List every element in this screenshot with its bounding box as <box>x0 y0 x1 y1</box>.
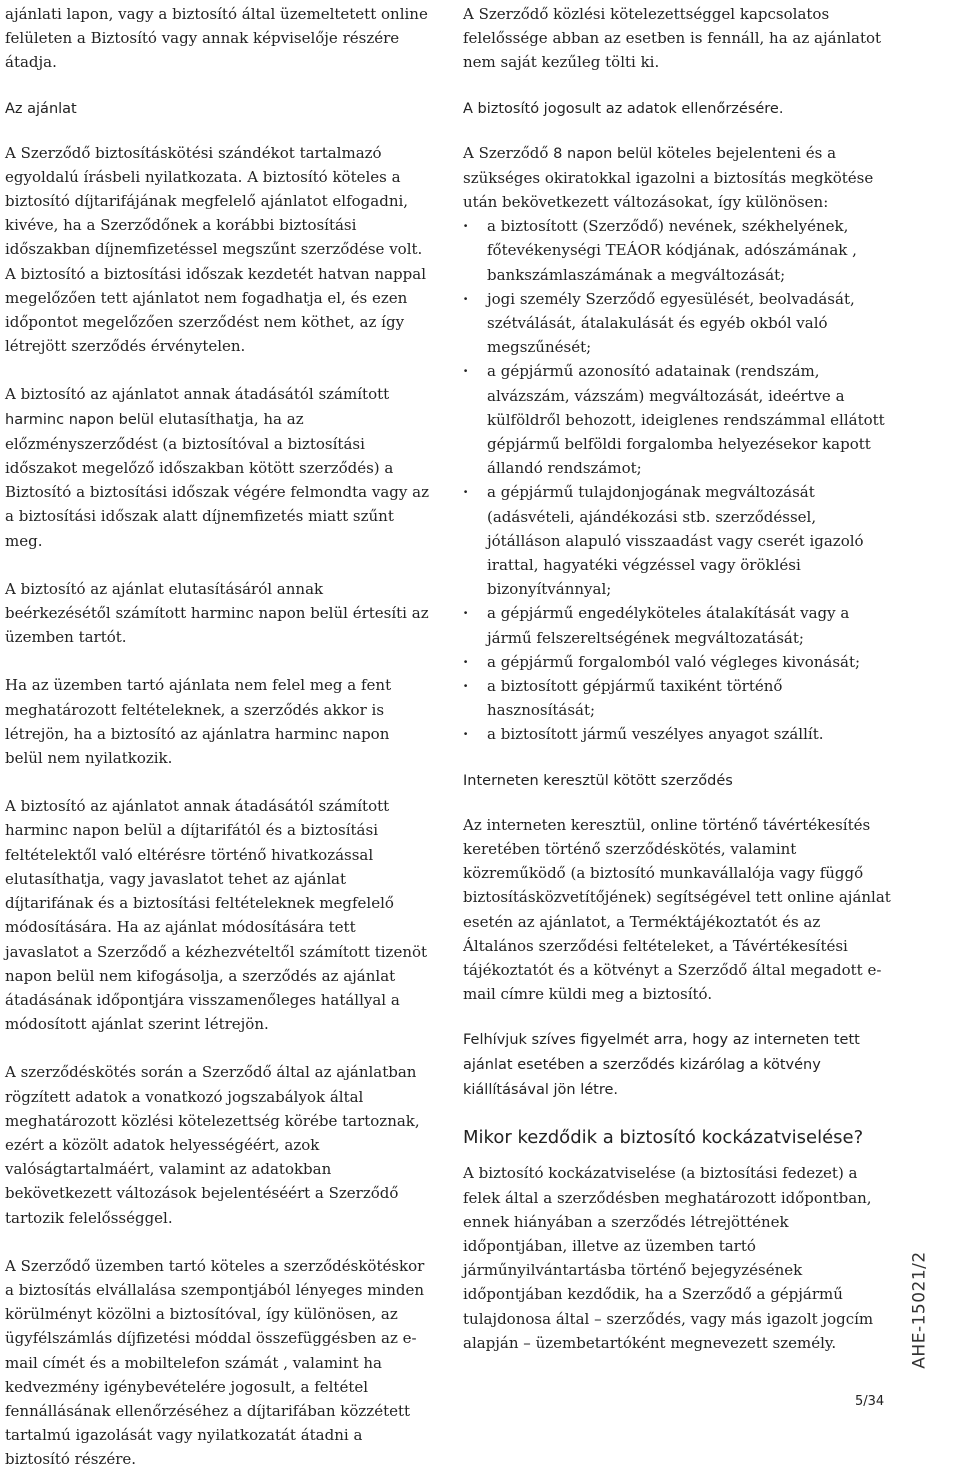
list-item: · a gépjármű azonosító adatainak (rendszám, alvázszám, vázszám) megváltozását, ideértve a külföldről behozott, ideiglenes rendszámmal ellátott gépjármű belföldi forgalomba helyezésekor kapott állandó rendszámot; <box>463 359 893 480</box>
thirty-days-emphasis: harminc napon belül <box>5 411 155 428</box>
online-notice-paragraph: Felhívjuk szíves figyelmét arra, hogy az interneten tett ajánlat esetében a szerződés kizárólag a kötvény kiállításával jön létre. <box>463 1032 860 1099</box>
change-list <box>463 214 893 746</box>
section-heading-offer: Az ajánlat <box>5 100 77 117</box>
online-contract-paragraph: Az interneten keresztül, online történő távértékesítés keretében történő szerződéskötés, valamint közreműködő (a biztosító munkavállalója vagy függő biztosításközvetítőjének) segítségével tett online ajánlat esetén az ajánlatot, a Terméktájékoztatót és az Általános szerződési feltételeket, a Távértékesítési tájékoztatót és a kötvényt a Szerződő által megadott e-mail címre küldi meg a biztosító. <box>463 815 891 1004</box>
offer-rejection-text-end: elutasíthatja, ha az előzményszerződést (a biztosítóval a biztosítási időszakot megelőző időszakban kötött szerződés) a Biztosító a biztosítási időszak végére felmondta vagy az a biztosítási időszak alatt díjnemfizetés miatt szűnt meg. <box>5 409 429 550</box>
modification-paragraph: A biztosító az ajánlatot annak átadásától számított harminc napon belül a díjtarifától és a biztosítási feltételektől való eltérésre történő hivatkozással elutasíthatja, vagy javaslatot tehet az ajánlat díjtarifának és a biztosítási feltételeknek megfelelő módosítására. Ha az ajánlat módosítására tett javaslatot a Szerződő a kézhezvételtől számított tizenöt napon belül nem kifogásolja, a szerződés az ajánlat átadásának időpontjára visszamenőleges hatállyal a módosított ajánlat szerint létrejön. <box>5 797 428 1034</box>
section-heading-risk: Mikor kezdődik a biztosító kockázatviselése? <box>463 1127 864 1149</box>
page-number: 5/34 <box>855 1394 885 1409</box>
intro-paragraph: ajánlati lapon, vagy a biztosító által üzemeltetett online felületen a Biztosító vagy annak képviselője részére átadja. <box>5 5 428 72</box>
list-item: · a gépjármű tulajdonjogának megváltozását (adásvételi, ajándékozási stb. szerződéssel, jótálláson alapuló visszaadást vagy cserét igazoló irattal, hagyatéki végzéssel vagy öröklési bizonyítvánnyal; <box>463 480 893 601</box>
data-responsibility-paragraph: A szerződéskötés során a Szerződő által az ajánlatban rögzített adatok a vonatkozó jogszabályok által meghatározott közlési kötelezettség körébe tartoznak, ezért a közölt adatok helyességéért, azok valóságtartalmáért, valamint az adatokban bekövetkezett változások bejelentéséért a Szerződő tartozik felelősséggel. <box>5 1063 420 1227</box>
list-item: · a biztosított (Szerződő) nevének, székhelyének, főtevékenységi TEÁOR kódjának, adószámának , bankszámlaszámának a megváltozását; <box>463 214 893 287</box>
list-item: · a gépjármű engedélyköteles átalakítását vagy a jármű felszereltségének megváltozatását; <box>463 601 893 649</box>
disclosure-liability-paragraph: A Szerződő közlési kötelezettséggel kapcsolatos felelőssége abban az esetben is fennáll, ha az ajánlatot nem saját kezűleg tölti ki. <box>463 5 882 72</box>
offer-definition-text: A Szerződő biztosításkötési szándékot tartalmazó egyoldalú írásbeli nyilatkozata. <box>5 143 382 186</box>
list-item: · a gépjármű forgalomból való végleges kivonását; <box>463 650 893 674</box>
offer-definition-paragraph <box>5 141 430 359</box>
change-notification-paragraph <box>463 141 893 215</box>
section-heading-online: Interneten keresztül kötött szerződés <box>463 772 733 789</box>
section-heading-verification: A biztosító jogosult az adatok ellenőrzésére. <box>463 100 784 117</box>
disclosure-obligation-paragraph: A Szerződő üzemben tartó köteles a szerződéskötéskor a biztosítás elvállalása szempontjából lényeges minden körülményt közölni a biztosítóval, így különösen, az ügyfélszámlás díjfizetési móddal összefüggésben az e-mail címét és a mobiltelefon számát , valamint ha kedvezmény igénybevételére jogosult, a feltétel fennállásának ellenőrzéséhez a díjtarifában közzétett tartalmú igazolását vagy nyilatkozatát átadni a biztosító részére. <box>5 1256 425 1469</box>
implied-acceptance-paragraph: Ha az üzemben tartó ajánlata nem felel meg a fent meghatározott feltételeknek, a szerződés akkor is létrejön, ha a biztosító az ajánlatra harminc napon belül nem nyilatkozik. <box>5 676 392 768</box>
list-item: · a biztosított jármű veszélyes anyagot szállít. <box>463 722 893 746</box>
offer-rejection-paragraph <box>5 382 430 552</box>
right-column <box>463 2 893 1355</box>
eight-days-emphasis: 8 napon belül <box>553 145 653 162</box>
document-code: AHE-15021/2 <box>909 1251 930 1369</box>
offer-timing-text: A biztosító a biztosítási időszak kezdetét hatvan nappal megelőzően tett ajánlatot nem fogadhatja el, és ezen időpontot megelőzően szerződést nem köthet, az így létrejött szerződés érvénytelen. <box>5 264 426 356</box>
list-item: · jogi személy Szerződő egyesülését, beolvadását, szétválását, átalakulását és egyéb okból való megszűnését; <box>463 287 893 360</box>
left-column <box>5 2 430 1472</box>
offer-acceptance-text: A biztosító köteles a biztosító díjtarifájának megfelelő ajánlatot elfogadni, kivéve, ha a Szerződőnek a korábbi biztosítási időszakban díjnemfizetéssel megszűnt szerződése volt. <box>5 167 423 259</box>
rejection-notice-paragraph: A biztosító az ajánlat elutasításáról annak beérkezésétől számított harminc napon belül értesíti az üzemben tartót. <box>5 579 429 647</box>
change-notification-start: A Szerződő <box>463 143 554 162</box>
offer-rejection-text-start: A biztosító az ajánlatot annak átadásától számított <box>5 385 390 404</box>
list-item: · a biztosított gépjármű taxiként történő hasznosítását; <box>463 674 893 722</box>
risk-start-paragraph: A biztosító kockázatviselése (a biztosítási fedezet) a felek által a szerződésben meghatározott időpontban, ennek hiányában a szerződés létrejöttének időpontjában, illetve az üzemben tartó járműnyilvántartásba történő bejegyzésének időpontjában kezdődik, ha a Szerződő a gépjármű tulajdonosa által – szerződés, vagy más igazolt jogcím alapján – üzembetartóként megnevezett személy. <box>463 1164 874 1352</box>
change-notification-end: köteles bejelenteni és a szükséges okiratokkal igazolni a biztosítás megkötése után bekövetkezett változásokat, így különösen: <box>463 143 874 212</box>
